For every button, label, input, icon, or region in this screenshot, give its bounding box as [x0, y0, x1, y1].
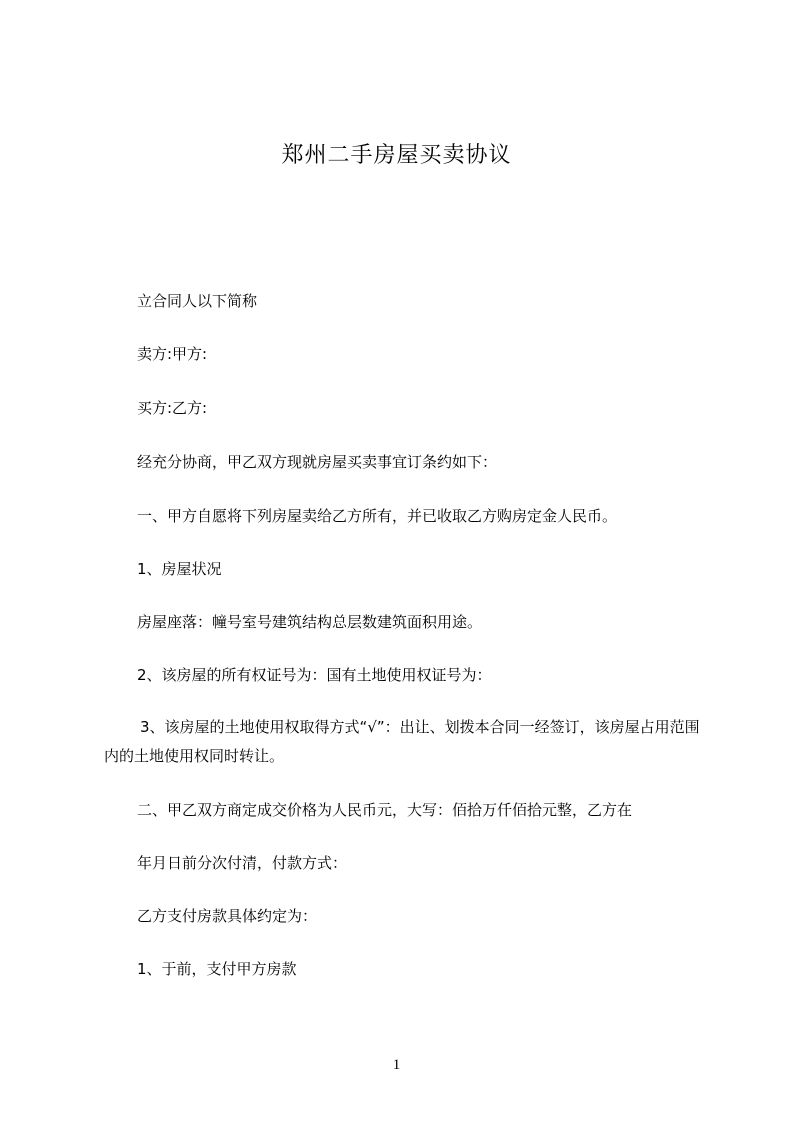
paragraph-parties-intro: 立合同人以下简称	[137, 292, 258, 310]
paragraph-clause-1: 一、甲方自愿将下列房屋卖给乙方所有，并已收取乙方购房定金人民币。	[137, 507, 618, 525]
paragraph-agreement-intro: 经充分协商，甲乙双方现就房屋买卖事宜订条约如下：	[137, 453, 498, 471]
paragraph-clause-2-price: 二、甲乙双方商定成交价格为人民币元，大写：佰拾万仟佰拾元整，乙方在	[137, 801, 633, 819]
paragraph-payment-terms: 乙方支付房款具体约定为：	[137, 907, 318, 925]
paragraph-house-status: 1、房屋状况	[137, 560, 222, 578]
paragraph-house-location: 房屋座落：幢号室号建筑结构总层数建筑面积用途。	[137, 613, 483, 631]
paragraph-land-use-right: 3、该房屋的土地使用权取得方式“√”：出让、划拨本合同一经签订，该房屋占用范围内的土地使用权同时转让。	[104, 718, 700, 765]
paragraph-ownership-cert: 2、该房屋的所有权证号为：国有土地使用权证号为：	[137, 666, 492, 684]
paragraph-seller: 卖方:甲方:	[137, 345, 208, 363]
paragraph-payment-item-1: 1、于前，支付甲方房款	[137, 960, 297, 978]
paragraph-buyer: 买方:乙方:	[137, 399, 208, 417]
document-title: 郑州二手房屋买卖协议	[281, 143, 512, 168]
page-number: 1	[392, 1057, 401, 1073]
paragraph-payment-method: 年月日前分次付清，付款方式：	[137, 854, 348, 872]
